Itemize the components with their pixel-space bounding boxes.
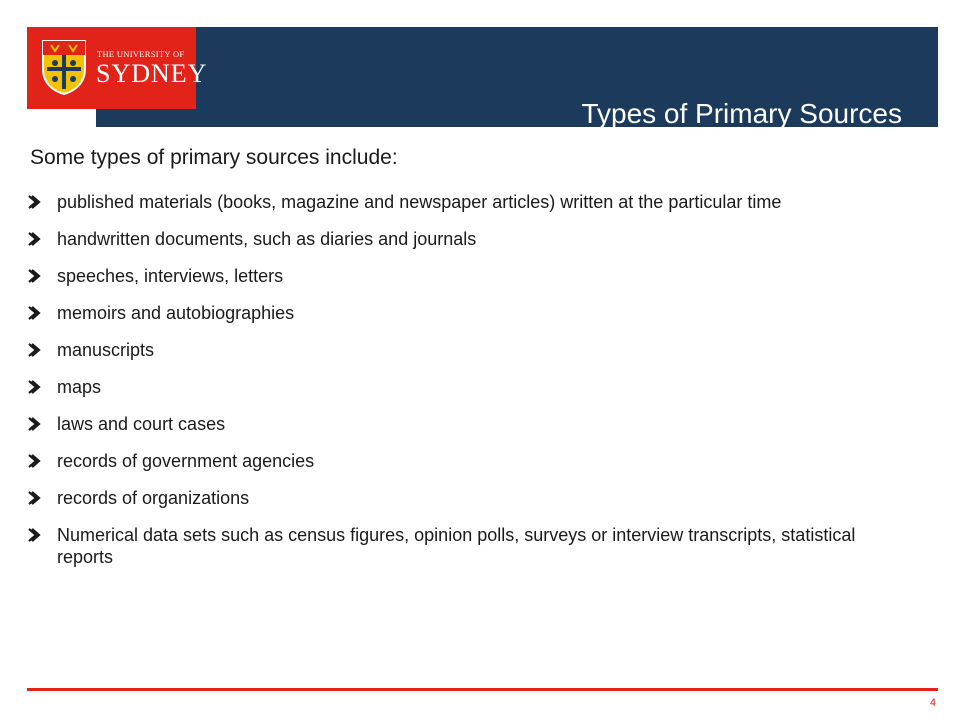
bullet-text: handwritten documents, such as diaries and journals (57, 229, 477, 249)
bullet-text: records of organizations (57, 488, 250, 508)
bullet-item (28, 524, 898, 568)
arrow-check-icon (28, 379, 42, 395)
bullet-text: laws and court cases (57, 414, 226, 434)
bullet-text: manuscripts (57, 340, 155, 360)
bullet-item (28, 228, 898, 250)
bullet-list (28, 191, 898, 583)
logo-line-2: SYDNEY (96, 59, 208, 88)
bullet-text: Numerical data sets such as census figures, opinion polls, surveys or interview transcripts, statistical reports (57, 525, 856, 567)
arrow-check-icon (28, 342, 42, 358)
footer-rule (27, 688, 938, 691)
bullet-item (28, 487, 898, 509)
bullet-item (28, 413, 898, 435)
arrow-check-icon (28, 268, 42, 284)
arrow-check-icon (28, 194, 42, 210)
arrow-check-icon (28, 527, 42, 543)
bullet-text: records of government agencies (57, 451, 315, 471)
arrow-check-icon (28, 305, 42, 321)
bullet-item (28, 450, 898, 472)
bullet-text: speeches, interviews, letters (57, 266, 284, 286)
logo-line-1: THE UNIVERSITY OF (97, 49, 185, 59)
bullet-text: memoirs and autobiographies (57, 303, 295, 323)
arrow-check-icon (28, 416, 42, 432)
page-number: 4 (929, 697, 936, 709)
bullet-text: maps (57, 377, 102, 397)
bullet-item (28, 191, 898, 213)
intro-text: Some types of primary sources include: (30, 146, 398, 169)
university-logo (27, 27, 208, 109)
header-bar (96, 27, 938, 127)
arrow-check-icon (28, 231, 42, 247)
slide-title: Types of Primary Sources (581, 98, 902, 129)
arrow-check-icon (28, 453, 42, 469)
bullet-text: published materials (books, magazine and newspaper articles) written at the particular time (57, 192, 782, 212)
bullet-item (28, 302, 898, 324)
bullet-item (28, 265, 898, 287)
arrow-check-icon (28, 490, 42, 506)
bullet-item (28, 376, 898, 398)
crest-icon (41, 39, 87, 95)
bullet-item (28, 339, 898, 361)
